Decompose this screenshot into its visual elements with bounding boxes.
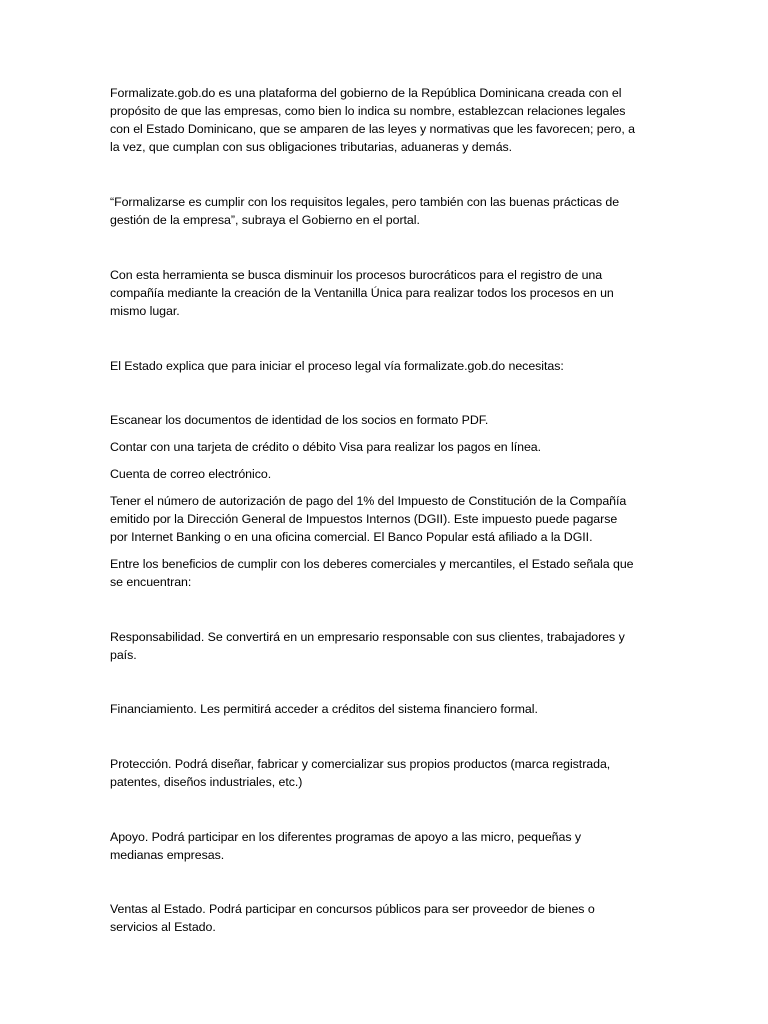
requirement-email: Cuenta de correo electrónico. [110,467,272,481]
paragraph-intro: Formalizate.gob.do es una plataforma del gobierno de la República Dominicana creada con el propósito de que las empresas, como bien lo indica su nombre, establezcan relaciones legales con el Estado Dominicano, que se amparen de las leyes y normativas que les favorecen; pero, a la vez, que cumplan con sus obligaciones tributarias, aduaneras y demás. [110,86,636,154]
benefit-financiamiento: Financiamiento. Les permitirá acceder a créditos del sistema financiero formal. [110,702,538,716]
paragraph-quote: “Formalizarse es cumplir con los requisitos legales, pero también con las buenas prácticas de gestión de la empresa”, subraya el Gobierno en el portal. [110,195,620,227]
requirement-tax-authorization: Tener el número de autorización de pago del 1% del Impuesto de Constitución de la Compañía emitido por la Dirección General de Impuestos Internos (DGII). Este impuesto puede pagarse por Internet Banking o en una oficina comercial. El Banco Popular está afiliado a la DGII. [110,494,627,544]
requirement-credit-card: Contar con una tarjeta de crédito o débito Visa para realizar los pagos en línea. [110,440,542,454]
requirement-scan-documents: Escanear los documentos de identidad de los socios en formato PDF. [110,413,489,427]
benefit-responsabilidad: Responsabilidad. Se convertirá en un empresario responsable con sus clientes, trabajadores y país. [110,630,625,662]
paragraph-requirements-intro: El Estado explica que para iniciar el proceso legal vía formalizate.gob.do necesitas: [110,359,564,373]
paragraph-benefits-intro: Entre los beneficios de cumplir con los deberes comerciales y mercantiles, el Estado señala que se encuentran: [110,557,634,589]
benefit-ventas-al-estado: Ventas al Estado. Podrá participar en concursos públicos para ser proveedor de bienes o servicios al Estado. [110,902,595,934]
benefit-proteccion: Protección. Podrá diseñar, fabricar y comercializar sus propios productos (marca registrada, patentes, diseños industriales, etc.) [110,757,611,789]
paragraph-ventanilla-unica: Con esta herramienta se busca disminuir los procesos burocráticos para el registro de una compañía mediante la creación de la Ventanilla Única para realizar todos los procesos en un mismo lugar. [110,268,614,318]
benefit-apoyo: Apoyo. Podrá participar en los diferentes programas de apoyo a las micro, pequeñas y medianas empresas. [110,830,582,862]
